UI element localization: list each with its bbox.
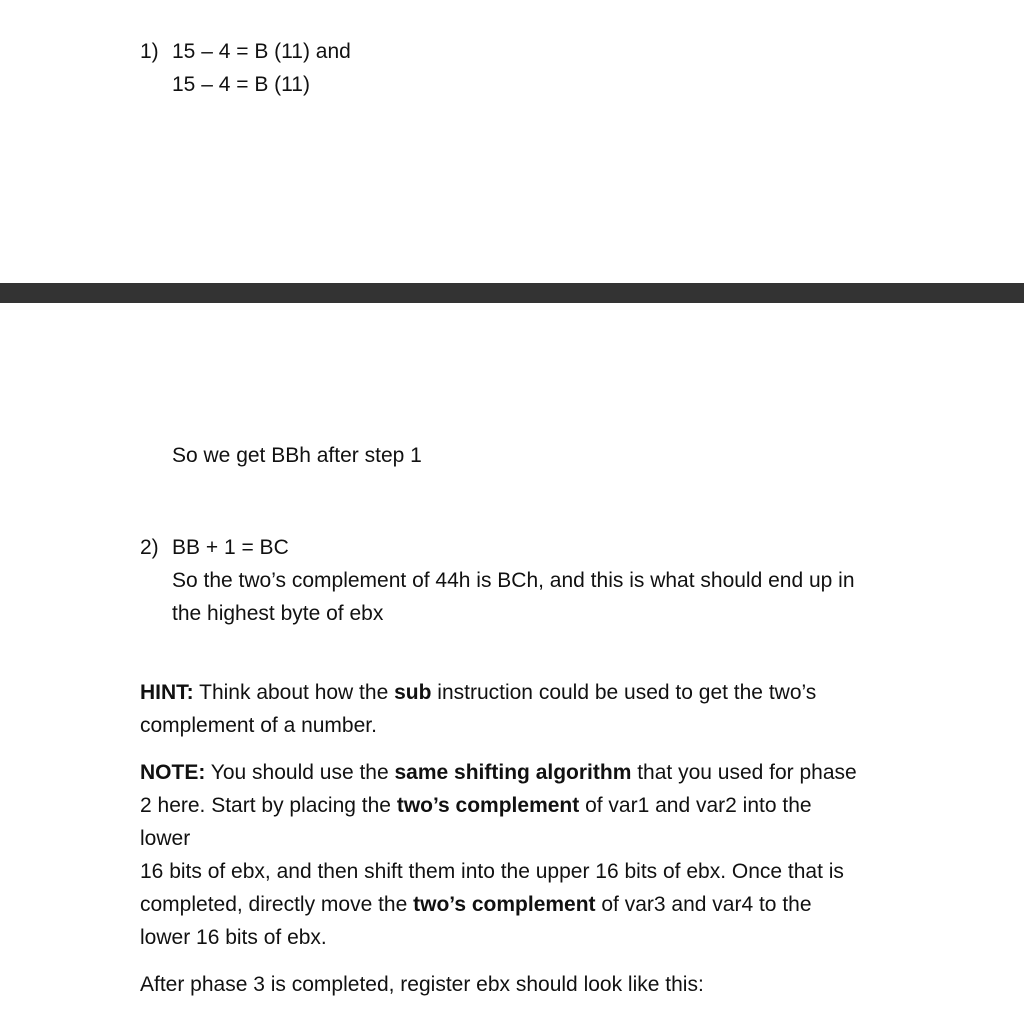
note-bold-shifting: same shifting algorithm [394,761,632,784]
note-line2 [140,789,812,823]
hint-label: HINT: [140,681,194,704]
note-line5-b: of var3 and var4 to the [595,893,812,916]
step2-line2: So the two’s complement of 44h is BCh, and this is what should end up in [172,569,855,592]
note-label: NOTE: [140,761,206,784]
hint-text-a: Think about how the [193,681,395,704]
hint-text-b: instruction could be used to get the two’s [431,681,817,704]
note-line5-bold: two’s complement [413,893,596,916]
hint-line2: complement of a number. [140,714,377,737]
page-divider [0,283,1024,303]
hint-bold-sub: sub [394,681,432,704]
note-line5-a: completed, directly move the [140,893,414,916]
note-line6: lower 16 bits of ebx. [140,926,327,949]
note-line5 [140,888,812,922]
note-line3: lower [140,827,191,850]
hint-line1 [140,676,816,710]
note-text-a: You should use the [205,761,395,784]
note-line4: 16 bits of ebx, and then shift them into the upper 16 bits of ebx. Once that is [140,860,844,883]
step2-number: 2) [140,536,159,559]
note-line2-b: of var1 and var2 into the [579,794,812,817]
final-line: After phase 3 is completed, register ebx should look like this: [140,973,704,996]
note-line2-bold: two’s complement [396,794,580,817]
note-text-b: that you used for phase [631,761,857,784]
step2-line3: the highest byte of ebx [172,602,384,625]
result-line: So we get BBh after step 1 [172,444,422,467]
note-line2-a: 2 here. Start by placing the [140,794,397,817]
step1-line2: 15 – 4 = B (11) [172,73,310,96]
note-line1 [140,756,857,790]
step1-line1: 15 – 4 = B (11) and [172,40,351,63]
step1-number: 1) [140,40,159,63]
step2-line1: BB + 1 = BC [172,536,289,559]
